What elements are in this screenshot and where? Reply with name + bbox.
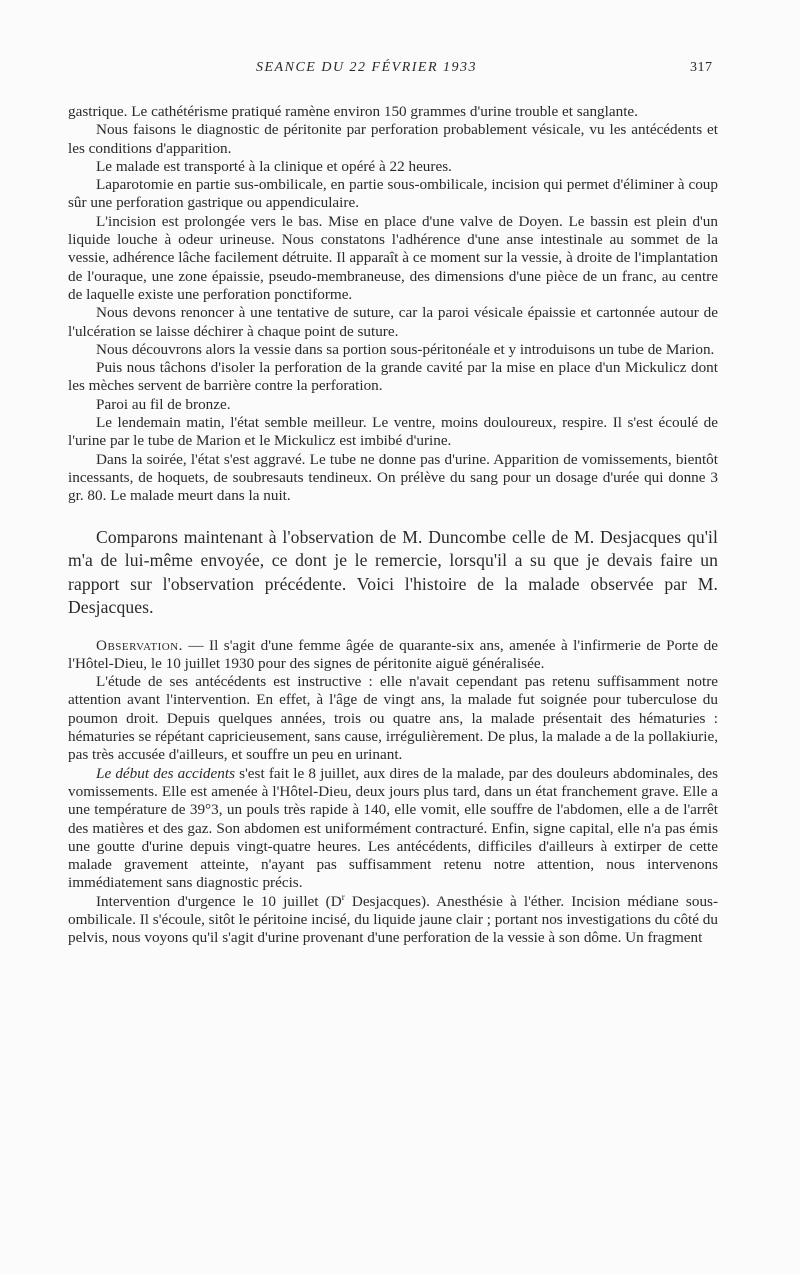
observation-paragraph <box>68 637 718 674</box>
page-header <box>0 60 800 82</box>
paragraph: Le lendemain matin, l'état semble meilleur. Le ventre, moins douloureux, respire. Il s'est écoulé de l'urine par le tube de Marion et le Mickulicz est imbibé d'urine. <box>68 414 718 450</box>
paragraph: gastrique. Le cathétérisme pratiqué ramène environ 150 grammes d'urine trouble et sanglante. <box>68 103 638 120</box>
doctor-superscript: r <box>341 891 345 902</box>
paragraph: Nous faisons le diagnostic de péritonite par perforation probablement vésicale, vu les antécédents et les conditions d'apparition. <box>68 121 718 157</box>
paragraph: Le malade est transporté à la clinique et opéré à 22 heures. <box>96 157 452 175</box>
page-body <box>68 103 718 948</box>
running-title: SEANCE DU 22 FÉVRIER 1933 <box>256 60 478 75</box>
paragraph: L'incision est prolongée vers le bas. Mise en place d'une valve de Doyen. Le bassin est plein d'un liquide louche à odeur urineuse. Nous constatons l'adhérence d'une anse intestinale au sommet de la vessie, adhérence lâche facilement détruite. Il apparaît à ce moment sur la vessie, à droite de l'implantation de l'ouraque, une zone épaissie, pseudo-membraneuse, des dimensions d'une pièce de un franc, au centre de laquelle existe une perforation ponctiforme. <box>68 212 718 303</box>
antecedents-paragraph: L'étude de ses antécédents est instructive : elle n'avait cependant pas retenu suffisamment notre attention avant l'intervention. En effet, à l'âge de vingt ans, la malade fut soignée pour tuberculose du poumon droit. Depuis quelques années, trois ou quatre ans, la malade présentait des hématuries : hématuries se répétant capricieusement, sans cause, irrégulièrement. De plus, la malade a de la pollakiurie, pas très accusée d'ailleurs, et souffre un peu en urinant. <box>68 673 718 764</box>
paragraph: Dans la soirée, l'état s'est aggravé. Le tube ne donne pas d'urine. Apparition de vomissements, bientôt incessants, de hoquets, de soubresauts tendineux. On prélève du sang pour un dosage d'urée qui donne 3 gr. 80. Le malade meurt dans la nuit. <box>68 450 718 505</box>
page-number: 317 <box>690 60 713 75</box>
paragraph: Laparotomie en partie sus-ombilicale, en partie sous-ombilicale, incision qui permet d'éliminer à coup sûr une perforation gastrique ou appendiculaire. <box>68 176 718 212</box>
accidents-heading: Le début des accidents <box>96 764 235 782</box>
paragraph: Puis nous tâchons d'isoler la perforation de la grande cavité par la mise en place d'un Mickulicz dont les mèches servent de barrière contre la perforation. <box>68 359 718 395</box>
paragraph: Nous découvrons alors la vessie dans sa portion sous-péritonéale et y introduisons un tube de Marion. <box>96 340 715 358</box>
accidents-paragraph <box>68 765 718 893</box>
intervention-paragraph <box>68 893 718 948</box>
intervention-before: Intervention d'urgence le 10 juillet (D <box>96 892 342 910</box>
paragraph: Paroi au fil de bronze. <box>96 395 231 413</box>
observation-text: — Il s'agit d'une femme âgée de quarante-six ans, amenée à l'infirmerie de Porte de l'Hôtel-Dieu, le 10 juillet 1930 pour des signes de péritonite aiguë généralisée. <box>68 636 718 672</box>
accidents-text: s'est fait le 8 juillet, aux dires de la malade, par des douleurs abdominales, des vomissements. Elle est amenée à l'Hôtel-Dieu, deux jours plus tard, dans un état franchement grave. Elle a une température de 39°3, un pouls très rapide à 140, elle vomit, elle souffre de l'abdomen, elle a de l'arrêt des matières et des gaz. Son abdomen est uniformément contracturé. Enfin, signe capital, elle n'a pas émis une goutte d'urine depuis vingt-quatre heures. Les antécédents, difficiles d'ailleurs à extirper de cette malade gravement atteinte, n'ayant pas suffisamment retenu notre attention, nous intervenons immédiatement sans diagnostic précis. <box>68 764 718 892</box>
comparison-paragraph: Comparons maintenant à l'observation de M. Duncombe celle de M. Desjacques qu'il m'a de lui-même envoyée, ce dont je le remercie, lorsqu'il a su que je devais faire un rapport sur l'observation précédente. Voici l'histoire de la malade observée par M. Desjacques. <box>68 526 718 618</box>
intervention-after: Desjacques). Anesthésie à l'éther. Incision médiane sous-ombilicale. Il s'écoule, sitôt le péritoine incisé, du liquide jaune clair ; portant nos investigations du côté du pelvis, nous voyons qu'il s'agit d'urine provenant d'une perforation de la vessie à son dôme. Un fragment <box>68 892 719 947</box>
paragraph: Nous devons renoncer à une tentative de suture, car la paroi vésicale épaissie et cartonnée autour de l'ulcération se laisse déchirer à chaque point de suture. <box>68 304 718 340</box>
observation-label: Observation. <box>96 636 183 654</box>
